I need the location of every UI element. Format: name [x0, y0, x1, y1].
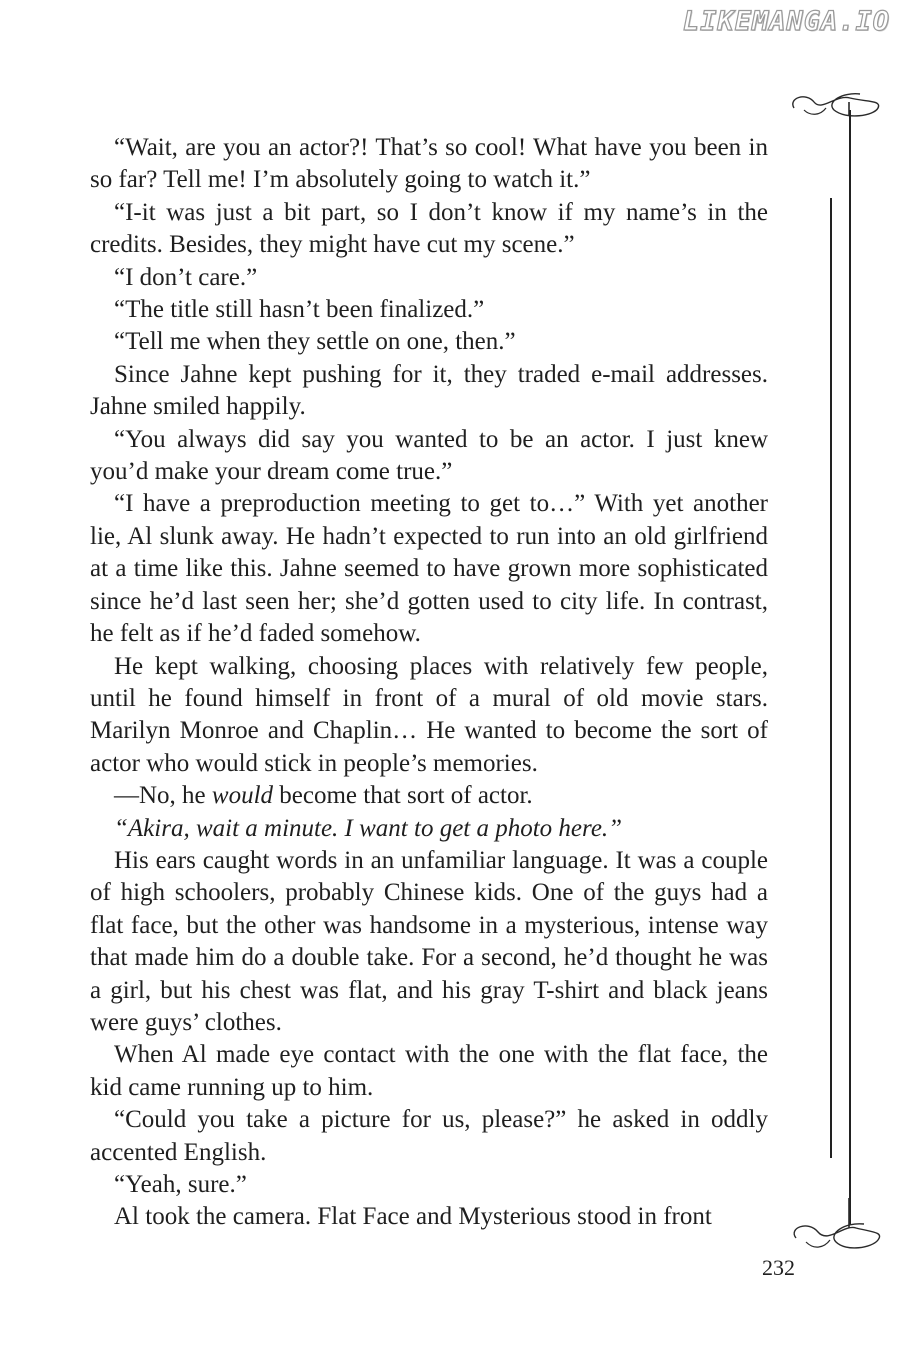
paragraph: “Wait, are you an actor?! That’s so cool! What have you been in so far? Tell me! I’m absolutely going to watch it.”	[90, 134, 768, 194]
page-number: 232	[762, 1255, 795, 1280]
paragraph: “Yeah, sure.”	[114, 1171, 247, 1198]
paragraph: “I don’t care.”	[114, 263, 258, 291]
page-body-text	[90, 132, 768, 1234]
italic-quote: “Akira, wait a minute. I want to get a photo here.”	[114, 814, 623, 842]
paragraph: “I have a preproduction meeting to get to…” With yet another lie, Al slunk away. He hadn’t expected to run into an old girlfriend at a time like this. Jahne seemed to have grown more sophisticated since he’d last seen her; she’d gotten used to city life. In contrast, he felt as if he’d faded somehow.	[90, 490, 768, 648]
watermark: LIKEMANGA.IO	[682, 6, 890, 37]
emphasis-paragraph	[90, 780, 768, 812]
paragraph: “You always did say you wanted to be an actor. I just knew you’d make your dream come true.”	[90, 425, 768, 486]
flourish-bottom-icon	[786, 1198, 886, 1268]
page-border-rule	[849, 110, 851, 1225]
paragraph: “The title still hasn’t been finalized.”	[114, 296, 485, 324]
paragraph: Since Jahne kept pushing for it, they traded e-mail addresses. Jahne smiled happily.	[90, 360, 768, 421]
paragraph: He kept walking, choosing places with relatively few people, until he found himself in front of a mural of old movie stars. Marilyn Monroe and Chaplin… He wanted to become the sort of actor who would stick in people’s memories.	[90, 652, 768, 777]
flourish-top-icon	[786, 80, 886, 130]
paragraph: His ears caught words in an unfamiliar language. It was a couple of high schoolers, probably Chinese kids. One of the guys had a flat face, but the other was handsome in a mysterious, intense way that made him do a double take. For a second, he’d thought he was a girl, but his chest was flat, and his gray T-shirt and black jeans were guys’ clothes.	[90, 846, 768, 1036]
paragraph: “Could you take a picture for us, please?” he asked in oddly accented English.	[90, 1106, 768, 1166]
page-inner-rule	[830, 198, 832, 1158]
emphasis-word: would	[211, 782, 274, 810]
paragraph: Al took the camera. Flat Face and Mysterious stood in front	[114, 1203, 712, 1231]
emphasis-before: —No, he	[114, 782, 212, 810]
paragraph: “I-it was just a bit part, so I don’t know if my name’s in the credits. Besides, they might have cut my scene.”	[90, 198, 768, 259]
paragraph: “Tell me when they settle on one, then.”	[114, 328, 516, 356]
paragraph: When Al made eye contact with the one with the flat face, the kid came running up to him.	[90, 1041, 768, 1101]
emphasis-after: become that sort of actor.	[273, 782, 533, 810]
